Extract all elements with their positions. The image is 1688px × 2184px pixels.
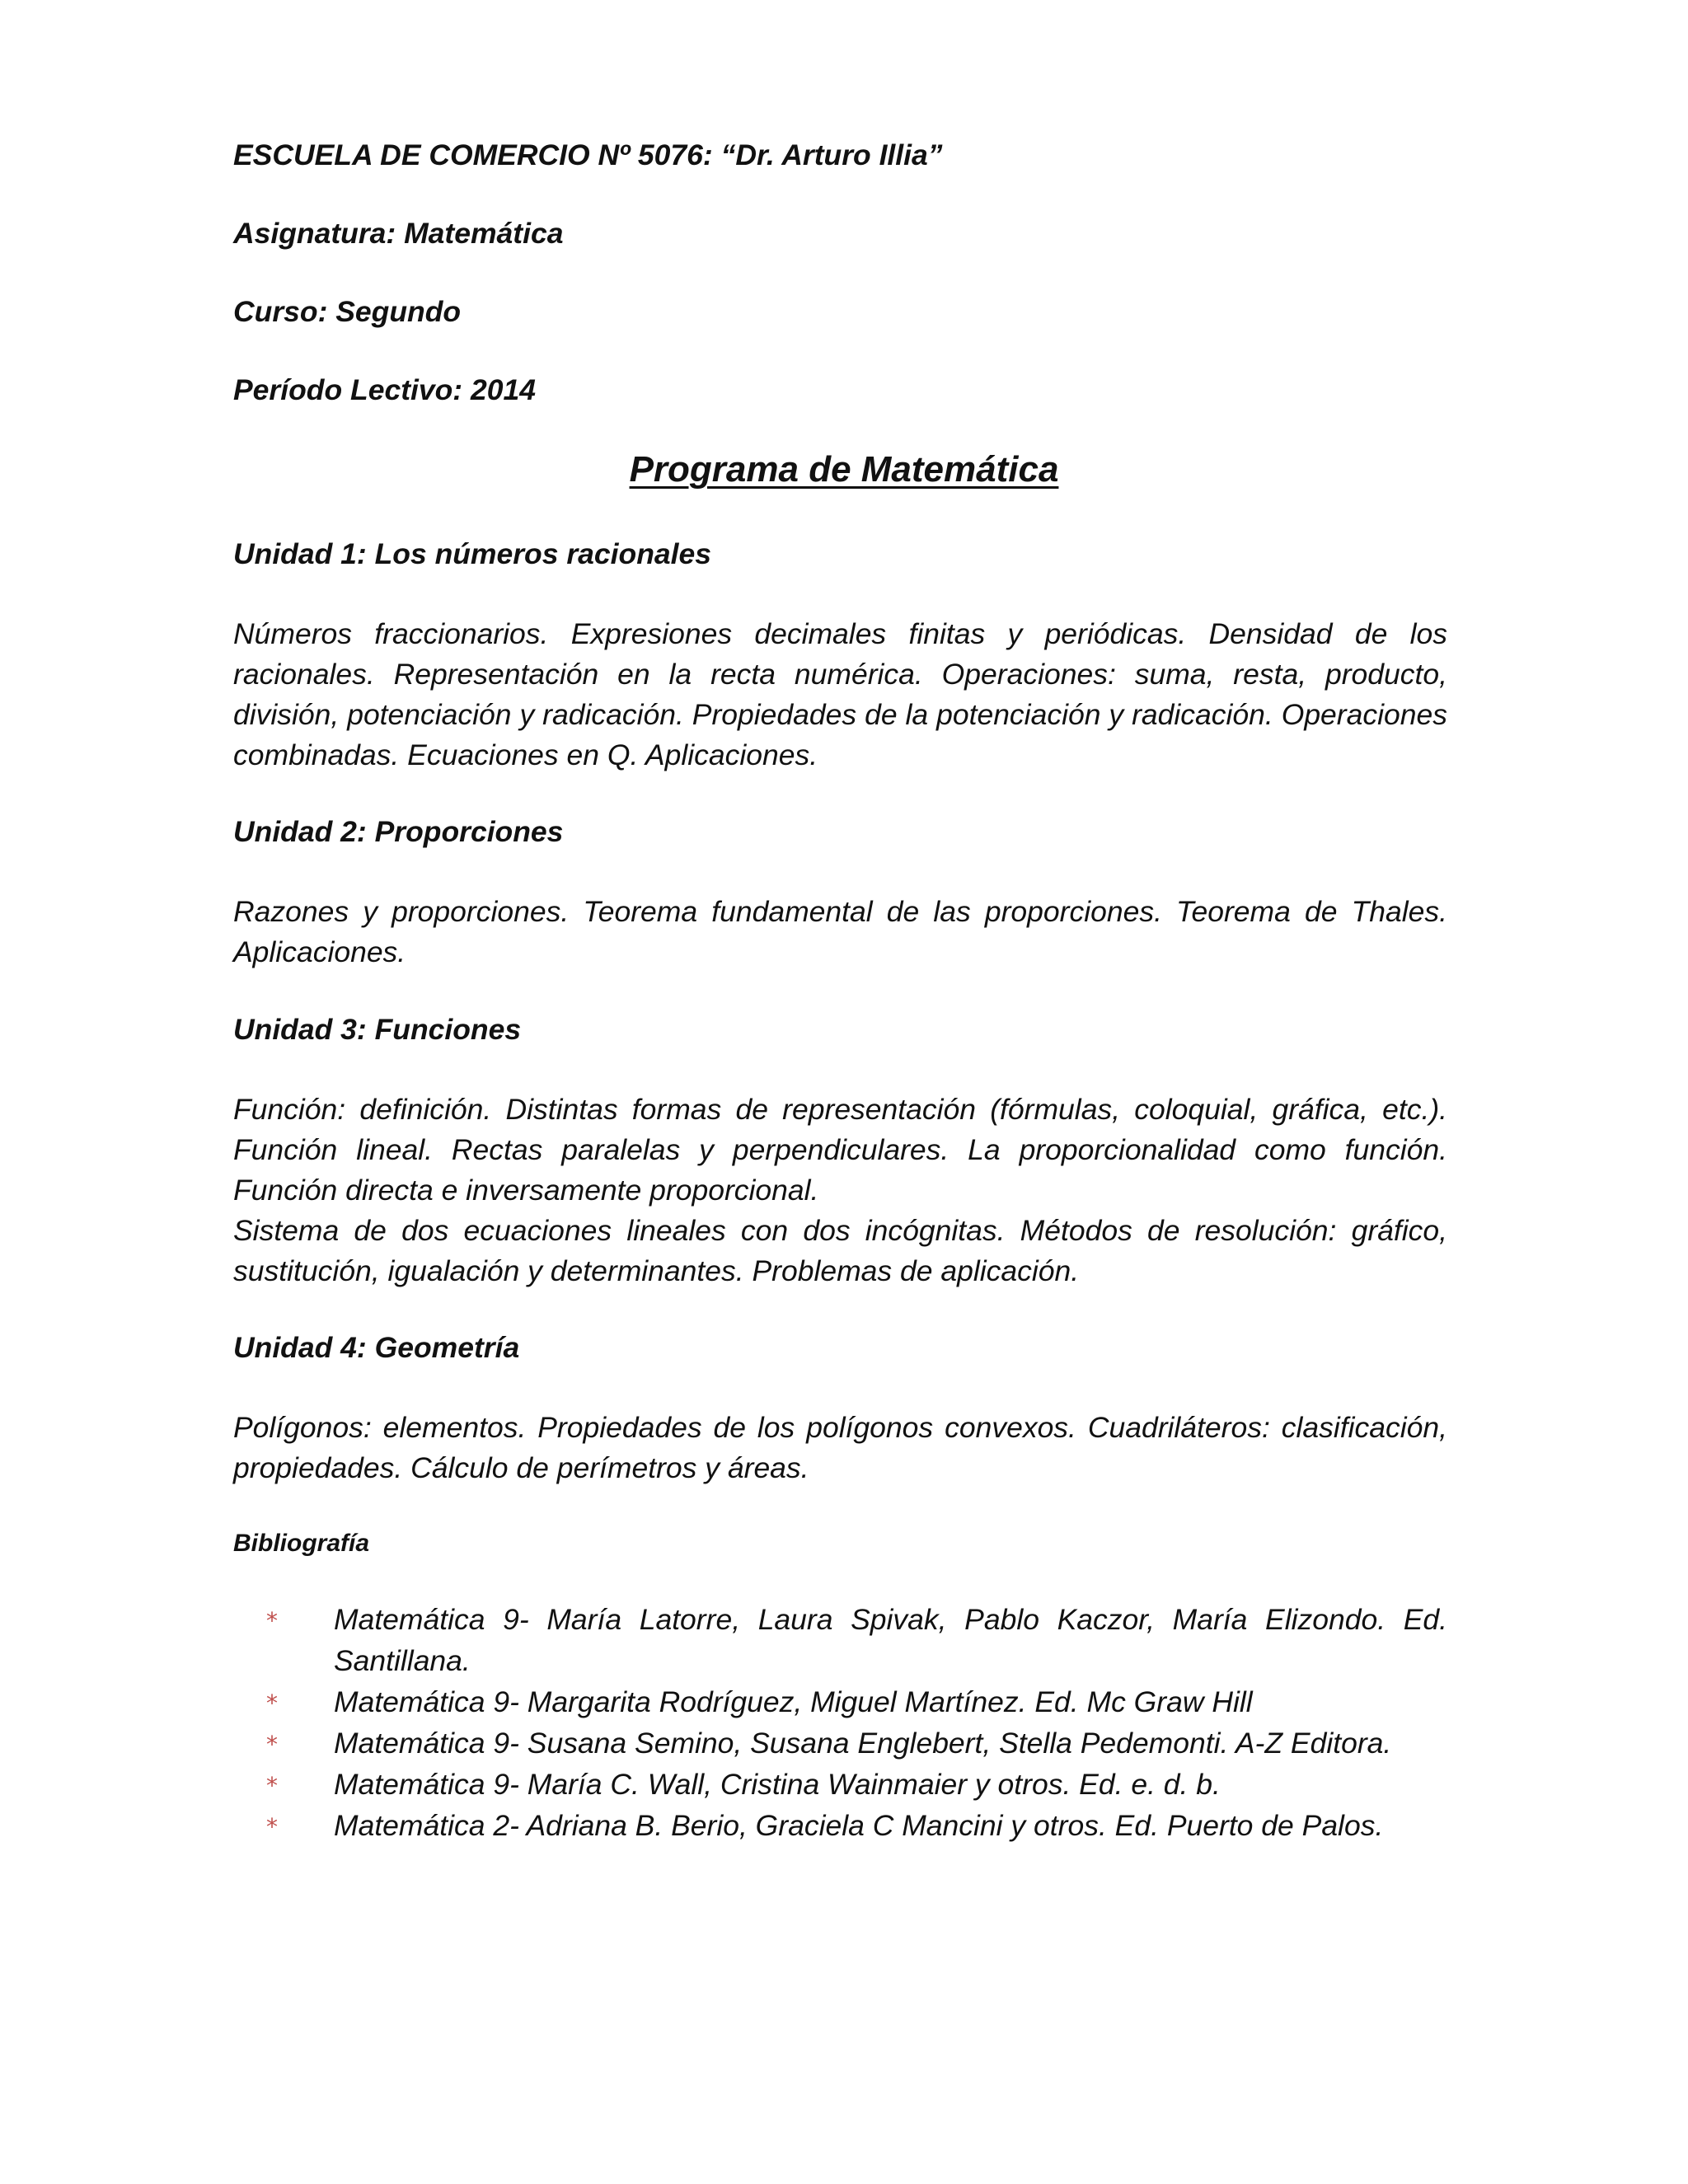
asterisk-bullet-icon: * [266, 1813, 278, 1840]
unit-2-paragraph: Razones y proporciones. Teorema fundamental de las proporciones. Teorema de Thales. Aplicaciones. [233, 895, 1447, 968]
bibliography-item [233, 1722, 1447, 1764]
bibliography-item-text: Matemática 9- María C. Wall, Cristina Wainmaier y otros. Ed. e. d. b. [334, 1768, 1221, 1801]
bibliography-item-text: Matemática 9- María Latorre, Laura Spivak, Pablo Kaczor, María Elizondo. Ed. Santillana. [334, 1603, 1447, 1677]
bibliography-item [233, 1764, 1447, 1805]
bibliography-item-text: Matemática 2- Adriana B. Berio, Graciela C Mancini y otros. Ed. Puerto de Palos. [334, 1809, 1384, 1842]
unit-2-heading: Unidad 2: Proporciones [233, 815, 564, 848]
unit-3-body [233, 1090, 1447, 1291]
bibliography-item [233, 1681, 1447, 1722]
unit-2-body [233, 892, 1447, 972]
course-line: Curso: Segundo [233, 295, 462, 328]
unit-3-heading: Unidad 3: Funciones [233, 1013, 522, 1046]
page-title: Programa de Matemática [629, 449, 1059, 490]
period-line: Período Lectivo: 2014 [233, 373, 536, 406]
asterisk-bullet-icon: * [266, 1607, 278, 1634]
bibliography-heading: Bibliografía [233, 1530, 370, 1557]
unit-4-paragraph: Polígonos: elementos. Propiedades de los polígonos convexos. Cuadriláteros: clasificación, propiedades. Cálculo de perímetros y áreas. [233, 1411, 1447, 1484]
unit-4-body [233, 1408, 1447, 1488]
school-name: ESCUELA DE COMERCIO Nº 5076: “Dr. Arturo Illia” [233, 138, 943, 171]
unit-3-paragraph-2: Sistema de dos ecuaciones lineales con dos incógnitas. Métodos de resolución: gráfico, sustitución, igualación y determinantes. Problemas de aplicación. [233, 1214, 1447, 1287]
bibliography-item-text: Matemática 9- Susana Semino, Susana Englebert, Stella Pedemonti. A-Z Editora. [334, 1727, 1392, 1760]
unit-1-heading: Unidad 1: Los números racionales [233, 537, 711, 570]
unit-4-heading: Unidad 4: Geometría [233, 1331, 520, 1364]
subject-line: Asignatura: Matemática [233, 217, 564, 250]
asterisk-bullet-icon: * [266, 1731, 278, 1758]
bibliography-list [233, 1599, 1447, 1846]
bibliography-item [233, 1805, 1447, 1846]
unit-1-body [233, 614, 1447, 776]
bibliography-item-text: Matemática 9- Margarita Rodríguez, Miguel Martínez. Ed. Mc Graw Hill [334, 1685, 1253, 1718]
asterisk-bullet-icon: * [266, 1690, 278, 1717]
unit-3-paragraph-1: Función: definición. Distintas formas de representación (fórmulas, coloquial, gráfica, etc.). Función lineal. Rectas paralelas y perpendiculares. La proporcionalidad como función. Función directa e inversamente proporcional. [233, 1093, 1447, 1207]
bibliography-item [233, 1599, 1447, 1681]
unit-1-paragraph: Números fraccionarios. Expresiones decimales finitas y periódicas. Densidad de los racionales. Representación en la recta numérica. Operaciones: suma, resta, producto, división, potenciación y radicación. Propiedades de la potenciación y radicación. Operaciones combinadas. Ecuaciones en Q. Aplicaciones. [233, 617, 1447, 771]
asterisk-bullet-icon: * [266, 1772, 278, 1799]
